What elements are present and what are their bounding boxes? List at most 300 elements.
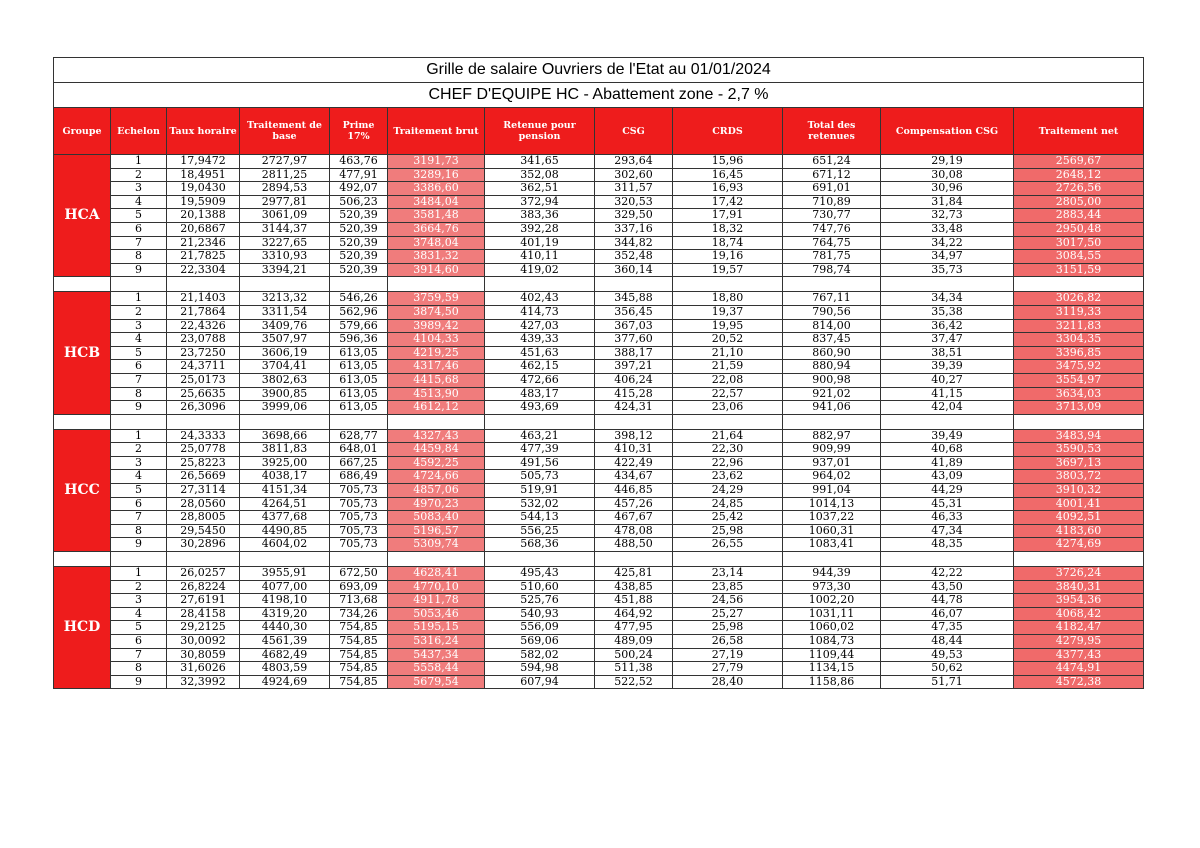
table-cell: 414,73 (485, 305, 595, 319)
table-cell: 20,1388 (167, 209, 240, 223)
table-cell: 3396,85 (1014, 346, 1144, 360)
table-cell: 1037,22 (783, 511, 881, 525)
table-cell: 16,45 (673, 168, 783, 182)
group-spacer (54, 552, 1144, 567)
table-cell: 4264,51 (240, 497, 330, 511)
table-cell: 32,3992 (167, 675, 240, 689)
table-cell: 40,68 (881, 443, 1014, 457)
table-cell: 3310,93 (240, 250, 330, 264)
table-cell: 27,3114 (167, 484, 240, 498)
table-cell: 4377,43 (1014, 648, 1144, 662)
table-row (54, 567, 1144, 581)
table-cell: 3213,32 (240, 292, 330, 306)
table-cell: 415,28 (595, 387, 673, 401)
table-cell: 422,49 (595, 456, 673, 470)
table-cell: 23,62 (673, 470, 783, 484)
table-cell: 5196,57 (388, 524, 485, 538)
table-cell: 17,91 (673, 209, 783, 223)
table-cell: 691,01 (783, 182, 881, 196)
table-cell: 19,57 (673, 263, 783, 277)
table-cell: 5 (111, 621, 167, 635)
table-cell: 23,7250 (167, 346, 240, 360)
table-cell: 42,22 (881, 567, 1014, 581)
table-cell: 754,85 (330, 621, 388, 635)
table-cell: 463,76 (330, 155, 388, 169)
table-cell: 30,8059 (167, 648, 240, 662)
table-row (54, 594, 1144, 608)
table-cell: 5309,74 (388, 538, 485, 552)
table-cell: 27,79 (673, 662, 783, 676)
table-cell: 483,17 (485, 387, 595, 401)
table-cell: 754,85 (330, 675, 388, 689)
table-cell: 491,56 (485, 456, 595, 470)
table-cell: 4 (111, 195, 167, 209)
table-cell: 4415,68 (388, 373, 485, 387)
table-row (54, 346, 1144, 360)
table-cell: 392,28 (485, 222, 595, 236)
table-cell: 28,4158 (167, 607, 240, 621)
table-cell: 21,59 (673, 360, 783, 374)
table-cell: 3704,41 (240, 360, 330, 374)
table-row (54, 443, 1144, 457)
table-cell: 973,30 (783, 580, 881, 594)
table-subtitle: CHEF D'EQUIPE HC - Abattement zone - 2,7 % (54, 83, 1144, 108)
table-cell: 837,45 (783, 333, 881, 347)
table-cell: 3803,72 (1014, 470, 1144, 484)
table-cell: 419,02 (485, 263, 595, 277)
table-cell: 41,89 (881, 456, 1014, 470)
table-cell: 754,85 (330, 635, 388, 649)
table-cell: 672,50 (330, 567, 388, 581)
table-cell: 3017,50 (1014, 236, 1144, 250)
table-cell: 25,98 (673, 621, 783, 635)
table-cell: 4474,91 (1014, 662, 1144, 676)
table-cell: 34,97 (881, 250, 1014, 264)
table-cell: 6 (111, 635, 167, 649)
table-cell: 398,12 (595, 429, 673, 443)
table-cell: 26,0257 (167, 567, 240, 581)
salary-table (53, 57, 1144, 689)
table-cell: 477,95 (595, 621, 673, 635)
table-cell: 4 (111, 607, 167, 621)
table-cell: 402,43 (485, 292, 595, 306)
table-cell: 21,10 (673, 346, 783, 360)
table-cell: 401,19 (485, 236, 595, 250)
table-cell: 562,96 (330, 305, 388, 319)
table-cell: 8 (111, 387, 167, 401)
column-header: Compensation CSG (881, 108, 1014, 155)
table-cell: 5083,40 (388, 511, 485, 525)
table-cell: 463,21 (485, 429, 595, 443)
table-row (54, 209, 1144, 223)
table-cell: 367,03 (595, 319, 673, 333)
table-cell: 51,71 (881, 675, 1014, 689)
table-cell: 438,85 (595, 580, 673, 594)
table-cell: 505,73 (485, 470, 595, 484)
table-cell: 596,36 (330, 333, 388, 347)
table-cell: 667,25 (330, 456, 388, 470)
column-header: Traitement de base (240, 108, 330, 155)
table-cell: 2 (111, 443, 167, 457)
table-row (54, 580, 1144, 594)
table-cell: 26,8224 (167, 580, 240, 594)
table-cell: 3831,32 (388, 250, 485, 264)
table-cell: 25,42 (673, 511, 783, 525)
table-cell: 5316,24 (388, 635, 485, 649)
table-cell: 28,8005 (167, 511, 240, 525)
table-cell: 525,76 (485, 594, 595, 608)
table-cell: 3144,37 (240, 222, 330, 236)
salary-grid (53, 57, 1143, 689)
table-cell: 705,73 (330, 524, 388, 538)
table-cell: 3484,04 (388, 195, 485, 209)
table-cell: 477,39 (485, 443, 595, 457)
table-cell: 3386,60 (388, 182, 485, 196)
table-cell: 34,34 (881, 292, 1014, 306)
table-cell: 22,4326 (167, 319, 240, 333)
table-cell: 337,16 (595, 222, 673, 236)
table-cell: 406,24 (595, 373, 673, 387)
table-cell: 3554,97 (1014, 373, 1144, 387)
table-cell: 5437,34 (388, 648, 485, 662)
table-cell: 3954,36 (1014, 594, 1144, 608)
table-cell: 4317,46 (388, 360, 485, 374)
table-cell: 500,24 (595, 648, 673, 662)
table-cell: 28,0560 (167, 497, 240, 511)
table-cell: 1 (111, 567, 167, 581)
table-cell: 4377,68 (240, 511, 330, 525)
table-cell: 439,33 (485, 333, 595, 347)
table-cell: 8 (111, 250, 167, 264)
table-cell: 767,11 (783, 292, 881, 306)
table-cell: 9 (111, 263, 167, 277)
table-cell: 754,85 (330, 648, 388, 662)
table-cell: 352,48 (595, 250, 673, 264)
table-cell: 25,98 (673, 524, 783, 538)
table-cell: 28,40 (673, 675, 783, 689)
column-header: Prime 17% (330, 108, 388, 155)
table-cell: 1031,11 (783, 607, 881, 621)
table-row (54, 319, 1144, 333)
table-cell: 754,85 (330, 662, 388, 676)
table-cell: 790,56 (783, 305, 881, 319)
column-header: CSG (595, 108, 673, 155)
table-cell: 1014,13 (783, 497, 881, 511)
table-row (54, 182, 1144, 196)
table-cell: 4092,51 (1014, 511, 1144, 525)
table-cell: 4182,47 (1014, 621, 1144, 635)
table-row (54, 168, 1144, 182)
table-cell: 5195,15 (388, 621, 485, 635)
table-cell: 3311,54 (240, 305, 330, 319)
table-cell: 613,05 (330, 387, 388, 401)
table-cell: 341,65 (485, 155, 595, 169)
table-cell: 3759,59 (388, 292, 485, 306)
table-cell: 2726,56 (1014, 182, 1144, 196)
table-cell: 556,25 (485, 524, 595, 538)
table-row (54, 155, 1144, 169)
table-cell: 25,6635 (167, 387, 240, 401)
table-row (54, 511, 1144, 525)
table-cell: 24,29 (673, 484, 783, 498)
table-cell: 3590,53 (1014, 443, 1144, 457)
table-cell: 50,62 (881, 662, 1014, 676)
table-cell: 3999,06 (240, 401, 330, 415)
table-cell: 3026,82 (1014, 292, 1144, 306)
table-cell: 594,98 (485, 662, 595, 676)
table-cell: 734,26 (330, 607, 388, 621)
table-cell: 22,57 (673, 387, 783, 401)
table-cell: 1158,86 (783, 675, 881, 689)
table-cell: 2894,53 (240, 182, 330, 196)
table-cell: 7 (111, 373, 167, 387)
table-title: Grille de salaire Ouvriers de l'Etat au 01/01/2024 (54, 58, 1144, 83)
table-row (54, 305, 1144, 319)
table-cell: 3748,04 (388, 236, 485, 250)
table-cell: 352,08 (485, 168, 595, 182)
table-cell: 18,74 (673, 236, 783, 250)
table-cell: 30,08 (881, 168, 1014, 182)
table-cell: 493,69 (485, 401, 595, 415)
table-row (54, 538, 1144, 552)
table-cell: 25,0173 (167, 373, 240, 387)
table-cell: 23,0788 (167, 333, 240, 347)
table-cell: 24,3333 (167, 429, 240, 443)
column-header: Total des retenues (783, 108, 881, 155)
table-cell: 19,37 (673, 305, 783, 319)
table-cell: 607,94 (485, 675, 595, 689)
table-cell: 579,66 (330, 319, 388, 333)
table-row (54, 292, 1144, 306)
table-cell: 4 (111, 470, 167, 484)
table-cell: 941,06 (783, 401, 881, 415)
table-cell: 4628,41 (388, 567, 485, 581)
table-cell: 520,39 (330, 209, 388, 223)
table-cell: 3811,83 (240, 443, 330, 457)
table-cell: 49,53 (881, 648, 1014, 662)
table-cell: 3507,97 (240, 333, 330, 347)
table-cell: 20,52 (673, 333, 783, 347)
table-cell: 4561,39 (240, 635, 330, 649)
table-cell: 3394,21 (240, 263, 330, 277)
table-cell: 27,19 (673, 648, 783, 662)
table-cell: 43,09 (881, 470, 1014, 484)
table-cell: 7 (111, 236, 167, 250)
table-cell: 5053,46 (388, 607, 485, 621)
table-cell: 19,16 (673, 250, 783, 264)
table-cell: 21,7864 (167, 305, 240, 319)
table-cell: 424,31 (595, 401, 673, 415)
table-cell: 747,76 (783, 222, 881, 236)
table-cell: 4319,20 (240, 607, 330, 621)
table-cell: 48,35 (881, 538, 1014, 552)
table-cell: 7 (111, 648, 167, 662)
table-cell: 5 (111, 346, 167, 360)
column-header: Taux horaire (167, 108, 240, 155)
table-cell: 22,08 (673, 373, 783, 387)
table-cell: 3874,50 (388, 305, 485, 319)
table-cell: 29,19 (881, 155, 1014, 169)
table-cell: 540,93 (485, 607, 595, 621)
table-cell: 3 (111, 456, 167, 470)
table-cell: 29,2125 (167, 621, 240, 635)
table-cell: 344,82 (595, 236, 673, 250)
table-cell: 25,0778 (167, 443, 240, 457)
table-cell: 495,43 (485, 567, 595, 581)
table-cell: 478,08 (595, 524, 673, 538)
table-cell: 900,98 (783, 373, 881, 387)
table-cell: 18,80 (673, 292, 783, 306)
table-row (54, 222, 1144, 236)
table-cell: 1 (111, 429, 167, 443)
table-cell: 613,05 (330, 373, 388, 387)
table-cell: 20,6867 (167, 222, 240, 236)
table-cell: 3664,76 (388, 222, 485, 236)
table-cell: 377,60 (595, 333, 673, 347)
column-header: Traitement net (1014, 108, 1144, 155)
table-cell: 17,42 (673, 195, 783, 209)
table-cell: 30,96 (881, 182, 1014, 196)
table-cell: 860,90 (783, 346, 881, 360)
table-cell: 582,02 (485, 648, 595, 662)
table-cell: 6 (111, 360, 167, 374)
group-label: HCB (54, 292, 111, 414)
table-cell: 457,26 (595, 497, 673, 511)
table-cell: 651,24 (783, 155, 881, 169)
table-cell: 1109,44 (783, 648, 881, 662)
table-row (54, 250, 1144, 264)
table-cell: 9 (111, 401, 167, 415)
table-cell: 30,2896 (167, 538, 240, 552)
table-cell: 410,31 (595, 443, 673, 457)
table-cell: 693,09 (330, 580, 388, 594)
table-cell: 4490,85 (240, 524, 330, 538)
table-cell: 3 (111, 182, 167, 196)
table-cell: 488,50 (595, 538, 673, 552)
table-cell: 3 (111, 594, 167, 608)
table-cell: 464,92 (595, 607, 673, 621)
table-cell: 3989,42 (388, 319, 485, 333)
table-row (54, 675, 1144, 689)
table-cell: 22,30 (673, 443, 783, 457)
table-cell: 3 (111, 319, 167, 333)
table-cell: 4440,30 (240, 621, 330, 635)
table-cell: 764,75 (783, 236, 881, 250)
table-cell: 628,77 (330, 429, 388, 443)
table-row (54, 497, 1144, 511)
table-cell: 31,84 (881, 195, 1014, 209)
table-row (54, 263, 1144, 277)
table-cell: 21,7825 (167, 250, 240, 264)
table-cell: 2883,44 (1014, 209, 1144, 223)
table-cell: 4803,59 (240, 662, 330, 676)
table-cell: 26,58 (673, 635, 783, 649)
table-cell: 26,55 (673, 538, 783, 552)
table-cell: 991,04 (783, 484, 881, 498)
table-cell: 383,36 (485, 209, 595, 223)
table-cell: 4970,23 (388, 497, 485, 511)
table-cell: 613,05 (330, 401, 388, 415)
table-cell: 427,03 (485, 319, 595, 333)
table-cell: 16,93 (673, 182, 783, 196)
table-cell: 19,95 (673, 319, 783, 333)
table-cell: 1060,31 (783, 524, 881, 538)
table-cell: 3910,32 (1014, 484, 1144, 498)
column-header: Echelon (111, 108, 167, 155)
table-cell: 472,66 (485, 373, 595, 387)
table-cell: 462,15 (485, 360, 595, 374)
column-header: CRDS (673, 108, 783, 155)
table-row (54, 401, 1144, 415)
table-cell: 434,67 (595, 470, 673, 484)
table-cell: 47,34 (881, 524, 1014, 538)
table-cell: 360,14 (595, 263, 673, 277)
group-label: HCC (54, 429, 111, 551)
group-spacer (54, 277, 1144, 292)
table-cell: 4077,00 (240, 580, 330, 594)
table-cell: 519,91 (485, 484, 595, 498)
table-cell: 4612,12 (388, 401, 485, 415)
table-cell: 311,57 (595, 182, 673, 196)
table-cell: 710,89 (783, 195, 881, 209)
table-cell: 5558,44 (388, 662, 485, 676)
table-cell: 35,38 (881, 305, 1014, 319)
table-cell: 671,12 (783, 168, 881, 182)
table-cell: 1002,20 (783, 594, 881, 608)
table-cell: 3581,48 (388, 209, 485, 223)
table-cell: 46,33 (881, 511, 1014, 525)
table-cell: 4183,60 (1014, 524, 1144, 538)
table-cell: 43,50 (881, 580, 1014, 594)
group-spacer (54, 414, 1144, 429)
table-cell: 19,0430 (167, 182, 240, 196)
table-cell: 3119,33 (1014, 305, 1144, 319)
table-cell: 4279,95 (1014, 635, 1144, 649)
table-cell: 4924,69 (240, 675, 330, 689)
table-cell: 3698,66 (240, 429, 330, 443)
table-cell: 2811,25 (240, 168, 330, 182)
table-cell: 24,3711 (167, 360, 240, 374)
table-cell: 3211,83 (1014, 319, 1144, 333)
table-cell: 45,31 (881, 497, 1014, 511)
table-cell: 388,17 (595, 346, 673, 360)
table-cell: 19,5909 (167, 195, 240, 209)
table-cell: 909,99 (783, 443, 881, 457)
table-cell: 18,4951 (167, 168, 240, 182)
table-cell: 937,01 (783, 456, 881, 470)
table-cell: 356,45 (595, 305, 673, 319)
table-cell: 4513,90 (388, 387, 485, 401)
table-cell: 44,78 (881, 594, 1014, 608)
table-row (54, 635, 1144, 649)
table-cell: 492,07 (330, 182, 388, 196)
table-cell: 3697,13 (1014, 456, 1144, 470)
table-cell: 713,68 (330, 594, 388, 608)
table-cell: 4592,25 (388, 456, 485, 470)
table-cell: 30,0092 (167, 635, 240, 649)
table-cell: 880,94 (783, 360, 881, 374)
table-cell: 1 (111, 292, 167, 306)
table-row (54, 524, 1144, 538)
table-cell: 4911,78 (388, 594, 485, 608)
table-cell: 4198,10 (240, 594, 330, 608)
table-cell: 26,3096 (167, 401, 240, 415)
table-cell: 648,01 (330, 443, 388, 457)
table-cell: 372,94 (485, 195, 595, 209)
table-cell: 4857,06 (388, 484, 485, 498)
table-cell: 546,26 (330, 292, 388, 306)
table-cell: 33,48 (881, 222, 1014, 236)
